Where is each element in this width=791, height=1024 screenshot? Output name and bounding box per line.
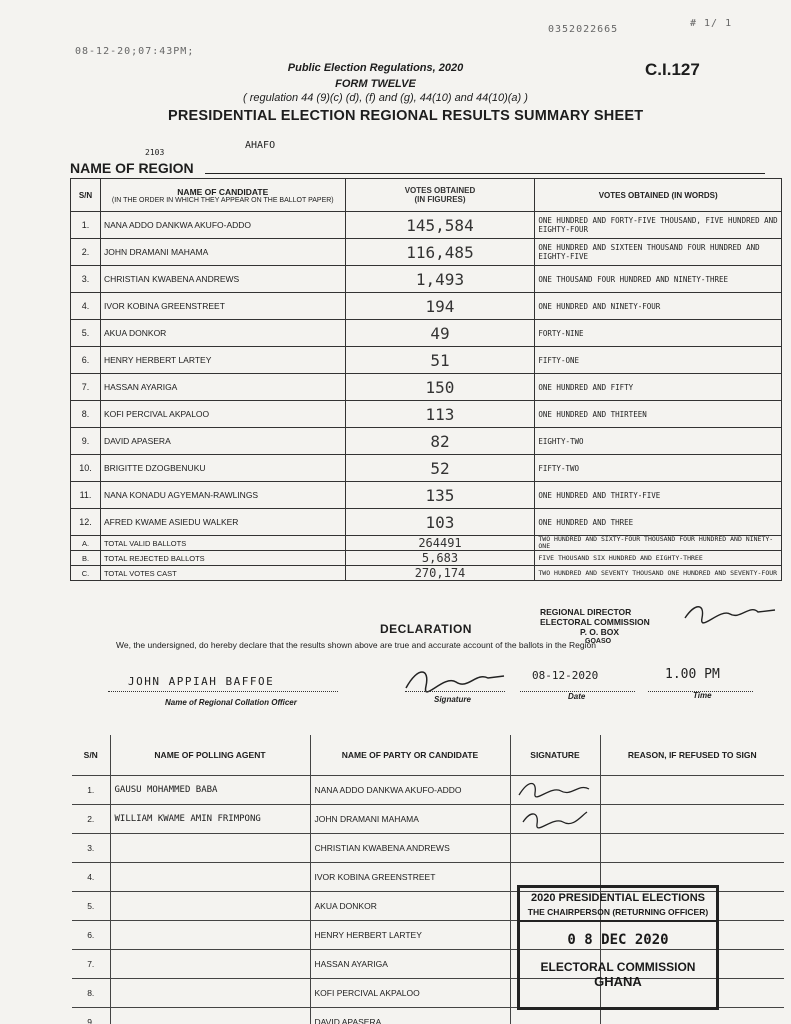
row-words: ONE HUNDRED AND THREE (535, 509, 782, 536)
col-words: VOTES OBTAINED (IN WORDS) (535, 179, 782, 212)
regulations-title: Public Election Regulations, 2020 (287, 62, 464, 74)
row-figures: 135 (345, 482, 535, 509)
results-header-row (71, 179, 782, 212)
agent-name (110, 920, 310, 949)
agent-sn: 4. (72, 862, 110, 891)
agents-col-party: NAME OF PARTY OR CANDIDATE (310, 735, 510, 775)
row-sn: 7. (71, 374, 101, 401)
results-table (70, 178, 782, 581)
agent-sn: 5. (72, 891, 110, 920)
row-sn: 12. (71, 509, 101, 536)
total-figures: 5,683 (345, 551, 535, 566)
row-candidate: AKUA DONKOR (100, 320, 345, 347)
row-sn: 1. (71, 212, 101, 239)
row-sn: 11. (71, 482, 101, 509)
fax-timestamp: 08-12-20;07:43PM; (75, 46, 195, 57)
agent-name: GAUSU MOHAMMED BABA (110, 775, 310, 804)
commission-stamp-line5: GHANA (594, 974, 642, 989)
result-row (71, 482, 782, 509)
agent-party: AKUA DONKOR (310, 891, 510, 920)
result-row (71, 509, 782, 536)
commission-stamp-line4: ELECTORAL COMMISSION (540, 960, 696, 974)
agent-sn: 1. (72, 775, 110, 804)
fax-id: 0352022665 (548, 24, 619, 35)
col-candidate (100, 179, 345, 212)
agent-signature-mark (515, 806, 595, 830)
result-row (71, 212, 782, 239)
result-row (71, 401, 782, 428)
row-figures: 150 (345, 374, 535, 401)
agent-reason (600, 804, 784, 833)
result-row (71, 266, 782, 293)
agent-sn: 9. (72, 1007, 110, 1024)
agent-party: JOHN DRAMANI MAHAMA (310, 804, 510, 833)
row-words: ONE HUNDRED AND THIRTY-FIVE (535, 482, 782, 509)
result-row (71, 347, 782, 374)
agent-party: NANA ADDO DANKWA AKUFO-ADDO (310, 775, 510, 804)
agent-sn: 3. (72, 833, 110, 862)
total-row (71, 536, 782, 551)
total-label: TOTAL VALID BALLOTS (100, 536, 345, 551)
row-words: ONE HUNDRED AND FIFTY (535, 374, 782, 401)
director-stamp-line1: REGIONAL DIRECTOR (540, 607, 632, 617)
agent-sn: 6. (72, 920, 110, 949)
row-words: ONE HUNDRED AND SIXTEEN THOUSAND FOUR HUNDRED AND EIGHTY-FIVE (535, 239, 782, 266)
declaration-heading: DECLARATION (380, 622, 472, 636)
director-stamp-line2: ELECTORAL COMMISSION (540, 617, 650, 627)
row-sn: 4. (71, 293, 101, 320)
row-candidate: KOFI PERCIVAL AKPALOO (100, 401, 345, 428)
row-figures: 103 (345, 509, 535, 536)
sheet-title: PRESIDENTIAL ELECTION REGIONAL RESULTS SUMMARY SHEET (168, 108, 644, 124)
agent-signature-mark (515, 777, 595, 801)
row-figures: 1,493 (345, 266, 535, 293)
agent-row (72, 804, 784, 833)
agent-reason (600, 833, 784, 862)
col-figures-sub: (IN FIGURES) (414, 195, 466, 204)
row-words: FIFTY-TWO (535, 455, 782, 482)
row-candidate: JOHN DRAMANI MAHAMA (100, 239, 345, 266)
result-row (71, 320, 782, 347)
result-row (71, 455, 782, 482)
agent-party: KOFI PERCIVAL AKPALOO (310, 978, 510, 1007)
agent-name (110, 862, 310, 891)
agents-col-signature: SIGNATURE (510, 735, 600, 775)
officer-name-line (108, 691, 338, 692)
row-words: ONE HUNDRED AND THIRTEEN (535, 401, 782, 428)
total-sn: C. (71, 566, 101, 581)
agent-reason (600, 775, 784, 804)
agent-name (110, 891, 310, 920)
agent-party: CHRISTIAN KWABENA ANDREWS (310, 833, 510, 862)
row-figures: 51 (345, 347, 535, 374)
label-signature: Signature (434, 695, 471, 704)
row-figures: 52 (345, 455, 535, 482)
total-words: TWO HUNDRED AND SIXTY-FOUR THOUSAND FOUR HUNDRED AND NINETY-ONE (535, 536, 782, 551)
agent-party: DAVID APASERA (310, 1007, 510, 1024)
form-name: FORM TWELVE (335, 78, 416, 90)
row-sn: 8. (71, 401, 101, 428)
row-words: FORTY-NINE (535, 320, 782, 347)
agent-sn: 7. (72, 949, 110, 978)
row-candidate: HENRY HERBERT LARTEY (100, 347, 345, 374)
total-row (71, 566, 782, 581)
total-sn: B. (71, 551, 101, 566)
row-figures: 49 (345, 320, 535, 347)
signature-line (405, 691, 505, 692)
row-sn: 9. (71, 428, 101, 455)
row-sn: 3. (71, 266, 101, 293)
row-figures: 113 (345, 401, 535, 428)
total-sn: A. (71, 536, 101, 551)
col-figures (345, 179, 535, 212)
row-words: EIGHTY-TWO (535, 428, 782, 455)
agent-sn: 8. (72, 978, 110, 1007)
agent-sn: 2. (72, 804, 110, 833)
total-row (71, 551, 782, 566)
regulation-ref: ( regulation 44 (9)(c) (d), (f) and (g), 44(10) and 44(10)(a) ) (243, 92, 528, 104)
row-sn: 2. (71, 239, 101, 266)
commission-stamp (517, 885, 719, 1010)
officer-name: JOHN APPIAH BAFFOE (128, 675, 275, 688)
form-code: C.I.127 (645, 60, 700, 79)
col-candidate-label: NAME OF CANDIDATE (177, 186, 269, 197)
total-label: TOTAL VOTES CAST (100, 566, 345, 581)
total-words: FIVE THOUSAND SIX HUNDRED AND EIGHTY-THREE (535, 551, 782, 566)
page-mark: # 1/ 1 (690, 18, 733, 29)
row-sn: 5. (71, 320, 101, 347)
row-words: ONE THOUSAND FOUR HUNDRED AND NINETY-THREE (535, 266, 782, 293)
row-candidate: IVOR KOBINA GREENSTREET (100, 293, 345, 320)
row-candidate: BRIGITTE DZOGBENUKU (100, 455, 345, 482)
agent-row (72, 775, 784, 804)
agent-party: HENRY HERBERT LARTEY (310, 920, 510, 949)
agent-party: HASSAN AYARIGA (310, 949, 510, 978)
declaration-time: 1.00 PM (665, 667, 720, 682)
label-date: Date (568, 692, 586, 701)
result-row (71, 374, 782, 401)
row-words: ONE HUNDRED AND FORTY-FIVE THOUSAND, FIVE HUNDRED AND EIGHTY-FOUR (535, 212, 782, 239)
col-sn: S/N (71, 179, 101, 212)
result-row (71, 293, 782, 320)
agent-name (110, 1007, 310, 1024)
commission-stamp-line1: 2020 PRESIDENTIAL ELECTIONS (530, 892, 705, 904)
total-words: TWO HUNDRED AND SEVENTY THOUSAND ONE HUNDRED AND SEVENTY-FOUR (535, 566, 782, 581)
agents-header-row (72, 735, 784, 775)
row-candidate: DAVID APASERA (100, 428, 345, 455)
agent-name (110, 978, 310, 1007)
row-sn: 10. (71, 455, 101, 482)
commission-stamp-line2: THE CHAIRPERSON (RETURNING OFFICER) (520, 907, 716, 922)
row-candidate: NANA KONADU AGYEMAN-RAWLINGS (100, 482, 345, 509)
total-figures: 270,174 (345, 566, 535, 581)
row-figures: 145,584 (345, 212, 535, 239)
director-stamp-line3: P. O. BOX (580, 627, 620, 637)
small-code: 2103 (145, 148, 165, 157)
row-sn: 6. (71, 347, 101, 374)
agent-signature (510, 804, 600, 833)
agent-name: WILLIAM KWAME AMIN FRIMPONG (110, 804, 310, 833)
region-value: AHAFO (245, 140, 276, 151)
row-words: FIFTY-ONE (535, 347, 782, 374)
commission-stamp-date: 0 8 DEC 2020 (567, 932, 669, 948)
row-candidate: HASSAN AYARIGA (100, 374, 345, 401)
row-candidate: AFRED KWAME ASIEDU WALKER (100, 509, 345, 536)
agent-signature (510, 775, 600, 804)
row-words: ONE HUNDRED AND NINETY-FOUR (535, 293, 782, 320)
director-signature (680, 598, 780, 626)
label-officer-name: Name of Regional Collation Officer (165, 698, 297, 707)
col-figures-label: VOTES OBTAINED (404, 186, 476, 195)
director-stamp-line4: GOASO (585, 638, 612, 645)
declaration-text: We, the undersigned, do hereby declare that the results shown above are true and accurate account of the ballots in the Region (116, 640, 596, 650)
result-row (71, 428, 782, 455)
agent-name (110, 833, 310, 862)
agents-col-reason: REASON, IF REFUSED TO SIGN (600, 735, 784, 775)
row-figures: 194 (345, 293, 535, 320)
label-time: Time (693, 691, 712, 700)
result-row (71, 239, 782, 266)
agent-signature (510, 833, 600, 862)
agents-col-agent: NAME OF POLLING AGENT (110, 735, 310, 775)
declaration-date: 08-12-2020 (532, 669, 599, 682)
total-label: TOTAL REJECTED BALLOTS (100, 551, 345, 566)
agents-col-sn: S/N (72, 735, 110, 775)
agent-name (110, 949, 310, 978)
agent-party: IVOR KOBINA GREENSTREET (310, 862, 510, 891)
region-label: NAME OF REGION (70, 160, 194, 176)
region-underline (205, 173, 765, 174)
row-candidate: CHRISTIAN KWABENA ANDREWS (100, 266, 345, 293)
row-figures: 82 (345, 428, 535, 455)
row-figures: 116,485 (345, 239, 535, 266)
total-figures: 264491 (345, 536, 535, 551)
row-candidate: NANA ADDO DANKWA AKUFO-ADDO (100, 212, 345, 239)
col-candidate-sub: (IN THE ORDER IN WHICH THEY APPEAR ON THE BALLOT PAPER) (111, 196, 334, 204)
agent-row (72, 833, 784, 862)
